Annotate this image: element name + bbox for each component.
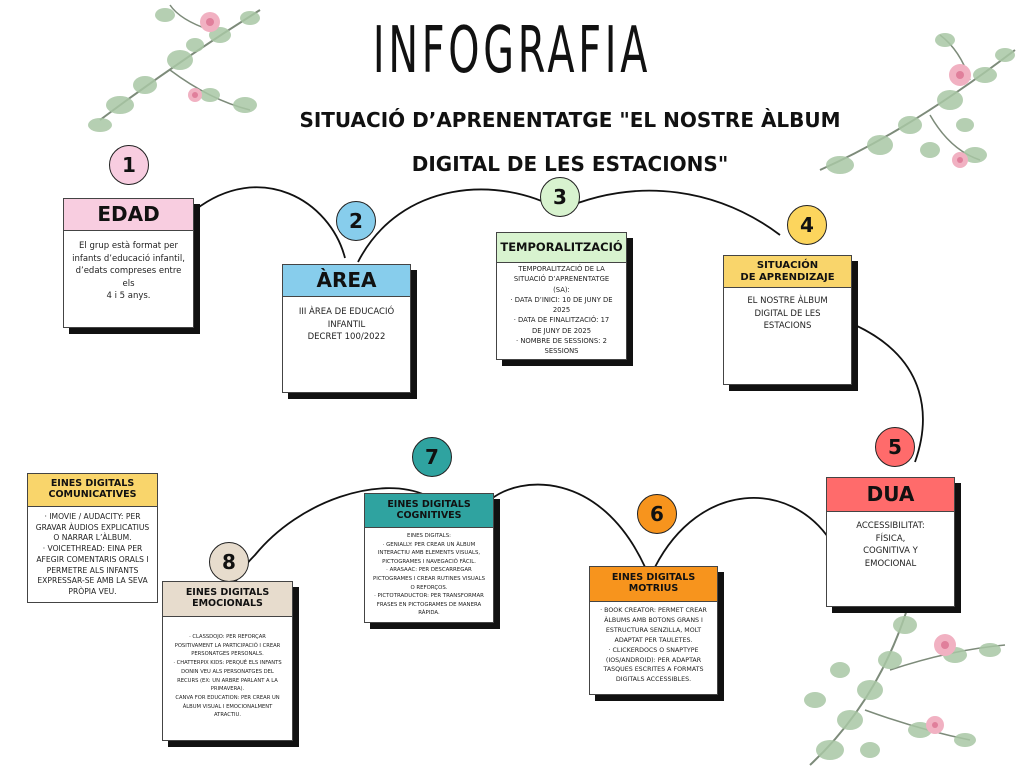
card-eines-comunicatives-line: · IMOVIE / AUDACITY: PER	[44, 512, 141, 521]
card-temporalitzacio-line: 2025	[552, 306, 571, 315]
step-number-3: 3	[540, 177, 580, 217]
step-number-6: 6	[637, 494, 677, 534]
card-edad-line: El grup està format per	[79, 241, 178, 251]
card-eines-emocionals-line: PRIMAVERA).	[210, 686, 245, 693]
card-eines-comunicatives-header	[28, 474, 157, 507]
card-situacion-line: DIGITAL DE LES	[754, 308, 821, 319]
step-number-1: 1	[109, 145, 149, 185]
card-eines-motrius-title-line1: EINES DIGITALS	[611, 572, 696, 584]
card-eines-cognitives-line: RÀPIDA.	[418, 610, 440, 617]
card-eines-comunicatives-line: · VOICETHREAD: EINA PER	[42, 544, 143, 554]
card-eines-comunicatives	[27, 473, 158, 603]
card-temporalitzacio-line: DE JUNY DE 2025	[531, 326, 592, 335]
card-area-line: DECRET 100/2022	[307, 332, 386, 342]
card-eines-cognitives-line: · PICTOTRADUCTOR: PER TRANSFORMAR	[374, 593, 484, 600]
card-eines-cognitives-title-line1: EINES DIGITALS	[387, 498, 471, 510]
step-number-8: 8	[209, 542, 249, 582]
card-eines-emocionals-line: ÀLBUM VISUAL I EMOCIONALMENT	[182, 703, 273, 710]
card-eines-motrius-header	[590, 567, 717, 602]
card-eines-emocionals-line: · CHATTERPIX KIDS: PERQUÈ ELS INFANTS	[173, 660, 282, 667]
card-eines-emocionals-line: ATRACTIU.	[214, 712, 241, 719]
step-number-4: 4	[787, 205, 827, 245]
card-dua	[826, 477, 955, 607]
card-temporalitzacio-line: · DATA D’INICI: 10 DE JUNY DE	[510, 295, 613, 304]
card-dua-line: EMOCIONAL	[864, 558, 917, 569]
card-edad-body	[64, 231, 193, 307]
card-eines-motrius-title-line2: MOTRIUS	[628, 583, 679, 594]
card-eines-cognitives-line: EINES DIGITALS:	[407, 533, 451, 539]
card-edad-line: 4 i 5 anys.	[106, 291, 151, 301]
card-eines-comunicatives-title-line2: COMUNICATIVES	[48, 489, 137, 500]
card-eines-motrius-line: DIGITALS ACCESSIBLES.	[615, 676, 692, 684]
card-situacion-line: EL NOSTRE ÀLBUM	[747, 296, 828, 306]
card-eines-comunicatives-line: AFEGIR COMENTARIS ORALS I	[36, 554, 149, 564]
card-eines-emocionals-header	[163, 582, 292, 617]
card-temporalitzacio-line: · NOMBRE DE SESSIONS: 2	[516, 337, 607, 346]
card-eines-comunicatives-line: EXPRESSAR-SE AMB LA SEVA	[37, 576, 148, 586]
card-edad-line: infants d’educació infantil,	[72, 253, 185, 264]
card-dua-line: FÍSICA,	[875, 533, 906, 544]
card-temporalitzacio-line: TEMPORALITZACIÓ DE LA	[518, 265, 605, 273]
card-dua-header	[827, 478, 954, 512]
card-edad-title: EDAD	[97, 202, 160, 226]
card-eines-emocionals	[162, 581, 293, 741]
card-eines-emocionals-title-line1: EINES DIGITALS	[185, 587, 270, 599]
card-area-header	[283, 265, 410, 297]
card-dua-line: COGNITIVA Y	[863, 546, 918, 556]
card-eines-cognitives-title-line2: COGNITIVES	[396, 509, 462, 521]
card-area-title: ÀREA	[316, 268, 377, 292]
card-temporalitzacio-line: SITUACIÓ D’APRENENTATGE	[513, 275, 610, 284]
card-eines-motrius-line: ADAPTAT PER TAULETES.	[614, 636, 693, 644]
card-eines-comunicatives-line: O NARRAR L’ÀLBUM.	[53, 533, 132, 543]
card-temporalitzacio-body	[497, 263, 626, 361]
card-eines-cognitives-header	[365, 494, 493, 528]
card-situacion-body	[724, 288, 851, 337]
card-eines-emocionals-line: PERSONATGES PERSONALS.	[191, 651, 264, 658]
step-number-7: 7	[412, 437, 452, 477]
card-temporalitzacio-line: · DATA DE FINALITZACIÓ: 17	[513, 316, 610, 325]
card-dua-title: DUA	[866, 482, 915, 506]
card-eines-emocionals-line: POSITIVAMENT LA PARTICIPACIÓ I CREAR	[174, 642, 281, 649]
card-temporalitzacio-line: SESSIONS	[544, 347, 579, 356]
card-eines-emocionals-body	[163, 617, 292, 724]
infographic-title: INFOGRAFIA	[372, 14, 652, 88]
step-number-2: 2	[336, 201, 376, 241]
card-situacion-line: ESTACIONS	[763, 321, 812, 331]
card-area	[282, 264, 411, 393]
card-eines-cognitives-line: O REFORÇOS.	[410, 584, 448, 591]
card-eines-comunicatives-line: GRAVAR ÀUDIOS EXPLICATIUS	[35, 522, 150, 532]
infographic-subtitle: SITUACIÓ D’APRENENTATGE "EL NOSTRE ÀLBUM DIGITAL DE LES ESTACIONS"	[299, 108, 841, 176]
card-area-line: INFANTIL	[327, 319, 366, 330]
card-temporalitzacio-line: (SA):	[553, 285, 570, 294]
card-eines-motrius-line: (IOS/ANDROID): PER ADAPTAR	[605, 656, 702, 664]
card-temporalitzacio	[496, 232, 627, 360]
card-eines-cognitives-line: INTERACTIU AMB ELEMENTS VISUALS,	[377, 550, 481, 557]
card-edad-header	[64, 199, 193, 231]
card-eines-motrius	[589, 566, 718, 695]
card-situacion-header	[724, 256, 851, 288]
card-area-body	[283, 297, 410, 348]
card-eines-cognitives-line: PICTOGRAMES I NAVEGACIÓ FÀCIL.	[382, 558, 476, 565]
card-eines-comunicatives-body	[28, 507, 157, 602]
card-temporalitzacio-header	[497, 233, 626, 263]
card-eines-motrius-line: ÀLBUMS AMB BOTONS GRANS I	[604, 616, 703, 624]
card-dua-body	[827, 512, 954, 574]
card-eines-cognitives	[364, 493, 494, 623]
card-eines-cognitives-line: · ARASAAC: PER DESCARREGAR	[386, 567, 472, 574]
card-eines-motrius-line: ESTRUCTURA SENZILLA, MOLT	[605, 626, 702, 634]
card-situacion-title-line1: SITUACIÓN	[756, 260, 819, 271]
card-dua-line: ACCESSIBILITAT:	[856, 521, 925, 531]
card-eines-comunicatives-title-line1: EINES DIGITALS	[50, 478, 135, 490]
card-eines-motrius-line: · CLICKERDOCS O SNAPTYPE	[608, 646, 699, 654]
card-eines-cognitives-line: · GENIALLY: PER CREAR UN ÀLBUM	[382, 541, 476, 548]
card-eines-cognitives-line: FRASES EN PICTOGRAMES DE MANERA	[376, 601, 482, 608]
card-eines-emocionals-title-line2: EMOCIONALS	[192, 598, 263, 609]
card-eines-cognitives-line: PICTOGRAMES I CREAR RUTINES VISUALS	[373, 575, 485, 582]
step-number-5: 5	[875, 427, 915, 467]
card-edad-line: d’edats compreses entre els	[75, 266, 182, 289]
card-eines-emocionals-line: RECURS (EX: UN ARBRE PARLANT A LA	[177, 677, 278, 684]
card-area-line: III ÀREA DE EDUCACIÓ	[298, 307, 395, 317]
card-eines-emocionals-line: · CLASSDOJO: PER REFORÇAR	[189, 634, 266, 640]
card-eines-comunicatives-line: PRÒPIA VEU.	[68, 586, 117, 596]
card-eines-motrius-body	[590, 602, 717, 689]
card-edad	[63, 198, 194, 328]
card-eines-motrius-line: TASQUES ESCRITES A FORMATS	[603, 666, 704, 674]
card-situacion-title-line2: DE APRENDIZAJE	[740, 271, 835, 283]
card-eines-emocionals-line: DONIN VEU ALS PERSONATGES DEL	[181, 668, 274, 675]
card-eines-emocionals-line: CANVA FOR EDUCATION: PER CREAR UN	[175, 694, 280, 701]
card-eines-comunicatives-line: PERMETRE ALS INFANTS	[46, 565, 139, 575]
card-eines-motrius-line: · BOOK CREATOR: PERMET CREAR	[600, 607, 707, 614]
card-temporalitzacio-title: TEMPORALITZACIÓ	[500, 239, 623, 254]
card-eines-cognitives-body	[365, 528, 493, 622]
card-situacion	[723, 255, 852, 385]
